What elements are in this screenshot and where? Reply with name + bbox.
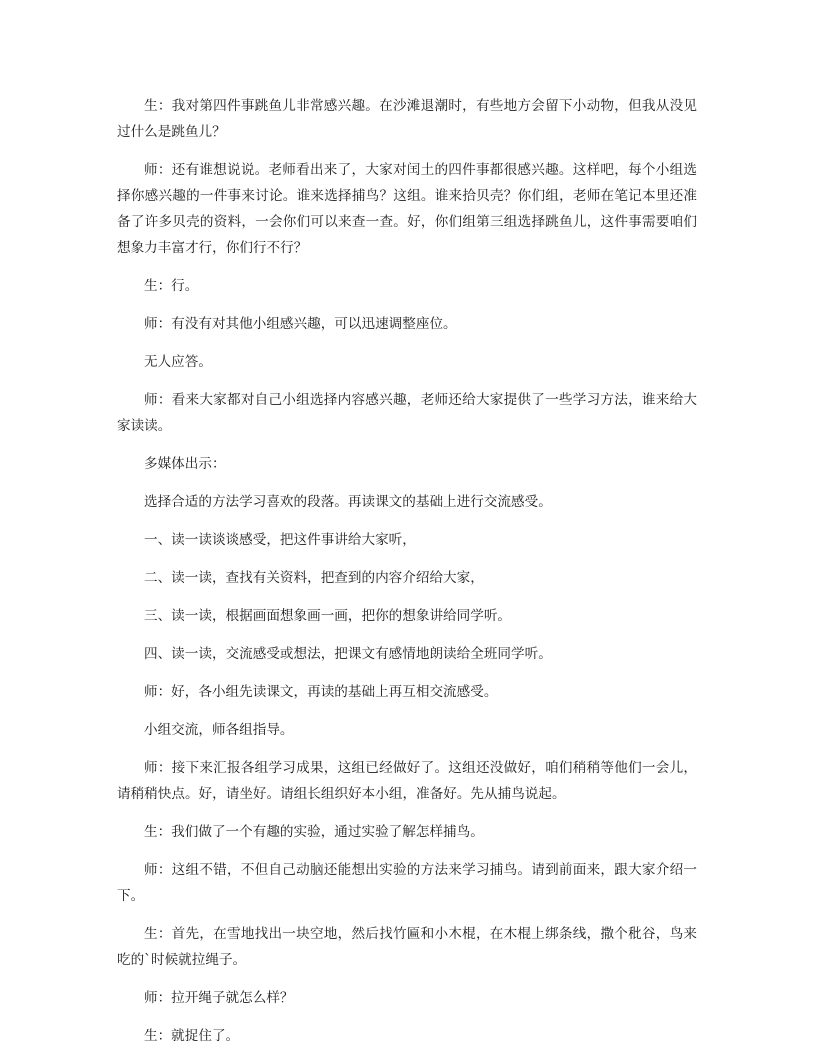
paragraph: 师：看来大家都对自己小组选择内容感兴趣，老师还给大家提供了一些学习方法，谁来给大家读读。 <box>117 392 697 434</box>
paragraph: 生：我们做了一个有趣的实验，通过实验了解怎样捕鸟。 <box>144 824 484 840</box>
paragraph: 生：首先，在雪地找出一块空地，然后找竹匾和小木棍，在木棍上绑条线，撒个秕谷，鸟来吃的`时候就拉绳子。 <box>117 926 697 968</box>
paragraph: 无人应答。 <box>144 354 212 370</box>
paragraph: 小组交流，师各组指导。 <box>144 722 294 738</box>
paragraph: 师：这组不错，不但自己动脑还能想出实验的方法来学习捕鸟。请到前面来，跟大家介绍一下。 <box>117 862 697 904</box>
paragraph: 生：行。 <box>144 278 199 294</box>
paragraph: 师：接下来汇报各组学习成果，这组已经做好了。这组还没做好，咱们稍稍等他们一会儿，请稍稍快点。好，请坐好。请组长组织好本小组，准备好。先从捕鸟说起。 <box>117 760 697 802</box>
paragraph: 二、读一读，查找有关资料，把查到的内容介绍给大家， <box>144 570 484 586</box>
paragraph: 生：就捉住了。 <box>144 1028 240 1044</box>
paragraph: 师：好，各小组先读课文，再读的基础上再互相交流感受。 <box>144 684 498 700</box>
paragraph: 选择合适的方法学习喜欢的段落。再读课文的基础上进行交流感受。 <box>144 494 552 510</box>
paragraph: 一、读一读谈谈感受，把这件事讲给大家听， <box>144 532 416 548</box>
paragraph: 师：有没有对其他小组感兴趣，可以迅速调整座位。 <box>144 316 457 332</box>
paragraph: 师：还有谁想说说。老师看出来了，大家对闰土的四件事都很感兴趣。这样吧，每个小组选择你感兴趣的一件事来讨论。谁来选择捕鸟？这组。谁来拾贝壳？你们组，老师在笔记本里还准备了许多贝壳的资料，一会你们可以来查一查。好，你们组第三组选择跳鱼儿，这件事需要咱们想象力丰富才行，你们行不行？ <box>117 162 697 256</box>
document-body <box>117 93 697 1061</box>
paragraph: 生：我对第四件事跳鱼儿非常感兴趣。在沙滩退潮时，有些地方会留下小动物，但我从没见过什么是跳鱼儿？ <box>117 98 697 140</box>
paragraph: 师：拉开绳子就怎么样？ <box>144 990 294 1006</box>
paragraph: 多媒体出示： <box>144 456 226 472</box>
paragraph: 四、读一读，交流感受或想法，把课文有感情地朗读给全班同学听。 <box>144 646 552 662</box>
paragraph: 三、读一读，根据画面想象画一画，把你的想象讲给同学听。 <box>144 608 512 624</box>
